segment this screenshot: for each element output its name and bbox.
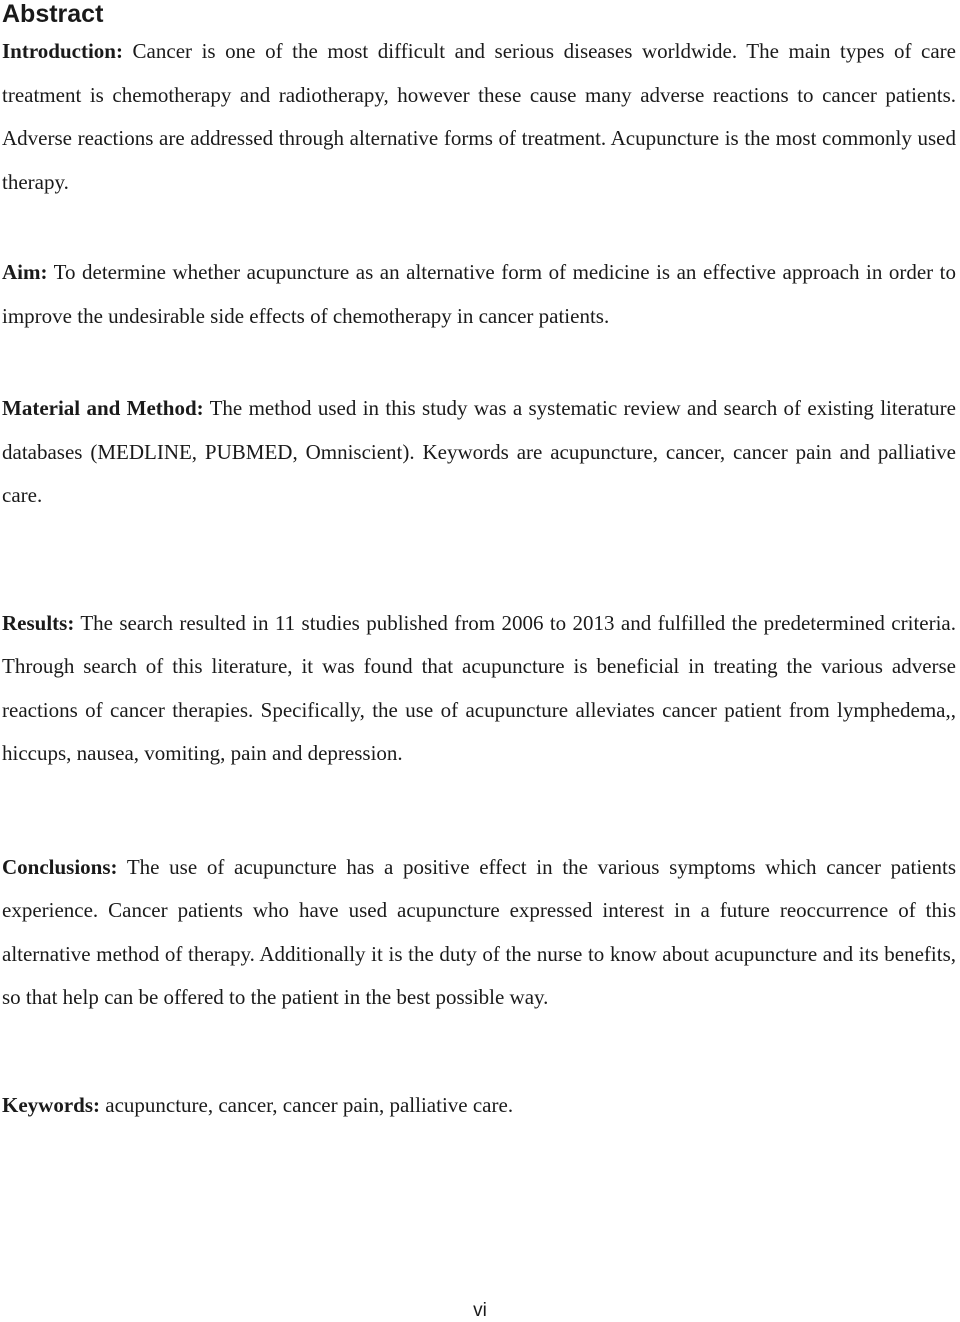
conclusions-paragraph (2, 846, 956, 1020)
method-paragraph (2, 387, 956, 518)
results-label: Results: (2, 610, 75, 635)
introduction-label: Introduction: (2, 39, 123, 63)
method-text: The method used in this study was a systematic review and search of existing literature databases (MEDLINE, PUBMED, Omniscient). Keywords are acupuncture, cancer, cancer pain and palliative care. (2, 396, 956, 507)
conclusions-text: The use of acupuncture has a positive effect in the various symptoms which cancer patients experience. Cancer patients who have used acupuncture expressed interest in a future reoccurrence of this alternative method of therapy. Additionally it is the duty of the nurse to know about acupuncture and its benefits, so that help can be offered to the patient in the best possible way. (2, 854, 956, 1009)
keywords-text: acupuncture, cancer, cancer pain, palliative care. (105, 1092, 514, 1117)
aim-text: To determine whether acupuncture as an alternative form of medicine is an effective approach in order to improve the undesirable side effects of chemotherapy in cancer patients. (2, 260, 956, 328)
page-number: vi (473, 1300, 487, 1321)
introduction-paragraph (2, 30, 956, 204)
keywords-paragraph (2, 1084, 956, 1128)
aim-label: Aim: (2, 260, 48, 284)
introduction-text: Cancer is one of the most difficult and serious diseases worldwide. The main types of care treatment is chemotherapy and radiotherapy, however these cause many adverse reactions to cancer patients. Adverse reactions are addressed through alternative forms of treatment. Acupuncture is the most commonly used therapy. (2, 39, 956, 194)
abstract-heading: Abstract (2, 0, 104, 28)
results-text: The search resulted in 11 studies published from 2006 to 2013 and fulfilled the predetermined criteria. Through search of this literature, it was found that acupuncture is beneficial in treating the various adverse reactions of cancer therapies. Specifically, the use of acupuncture alleviates cancer patient from lymphedema,, hiccups, nausea, vomiting, pain and depression. (2, 610, 956, 765)
keywords-label: Keywords: (2, 1092, 100, 1117)
document-page (2, 0, 956, 1127)
conclusions-label: Conclusions: (2, 854, 118, 879)
method-label: Material and Method: (2, 396, 204, 420)
aim-paragraph (2, 251, 956, 338)
results-paragraph (2, 602, 956, 776)
